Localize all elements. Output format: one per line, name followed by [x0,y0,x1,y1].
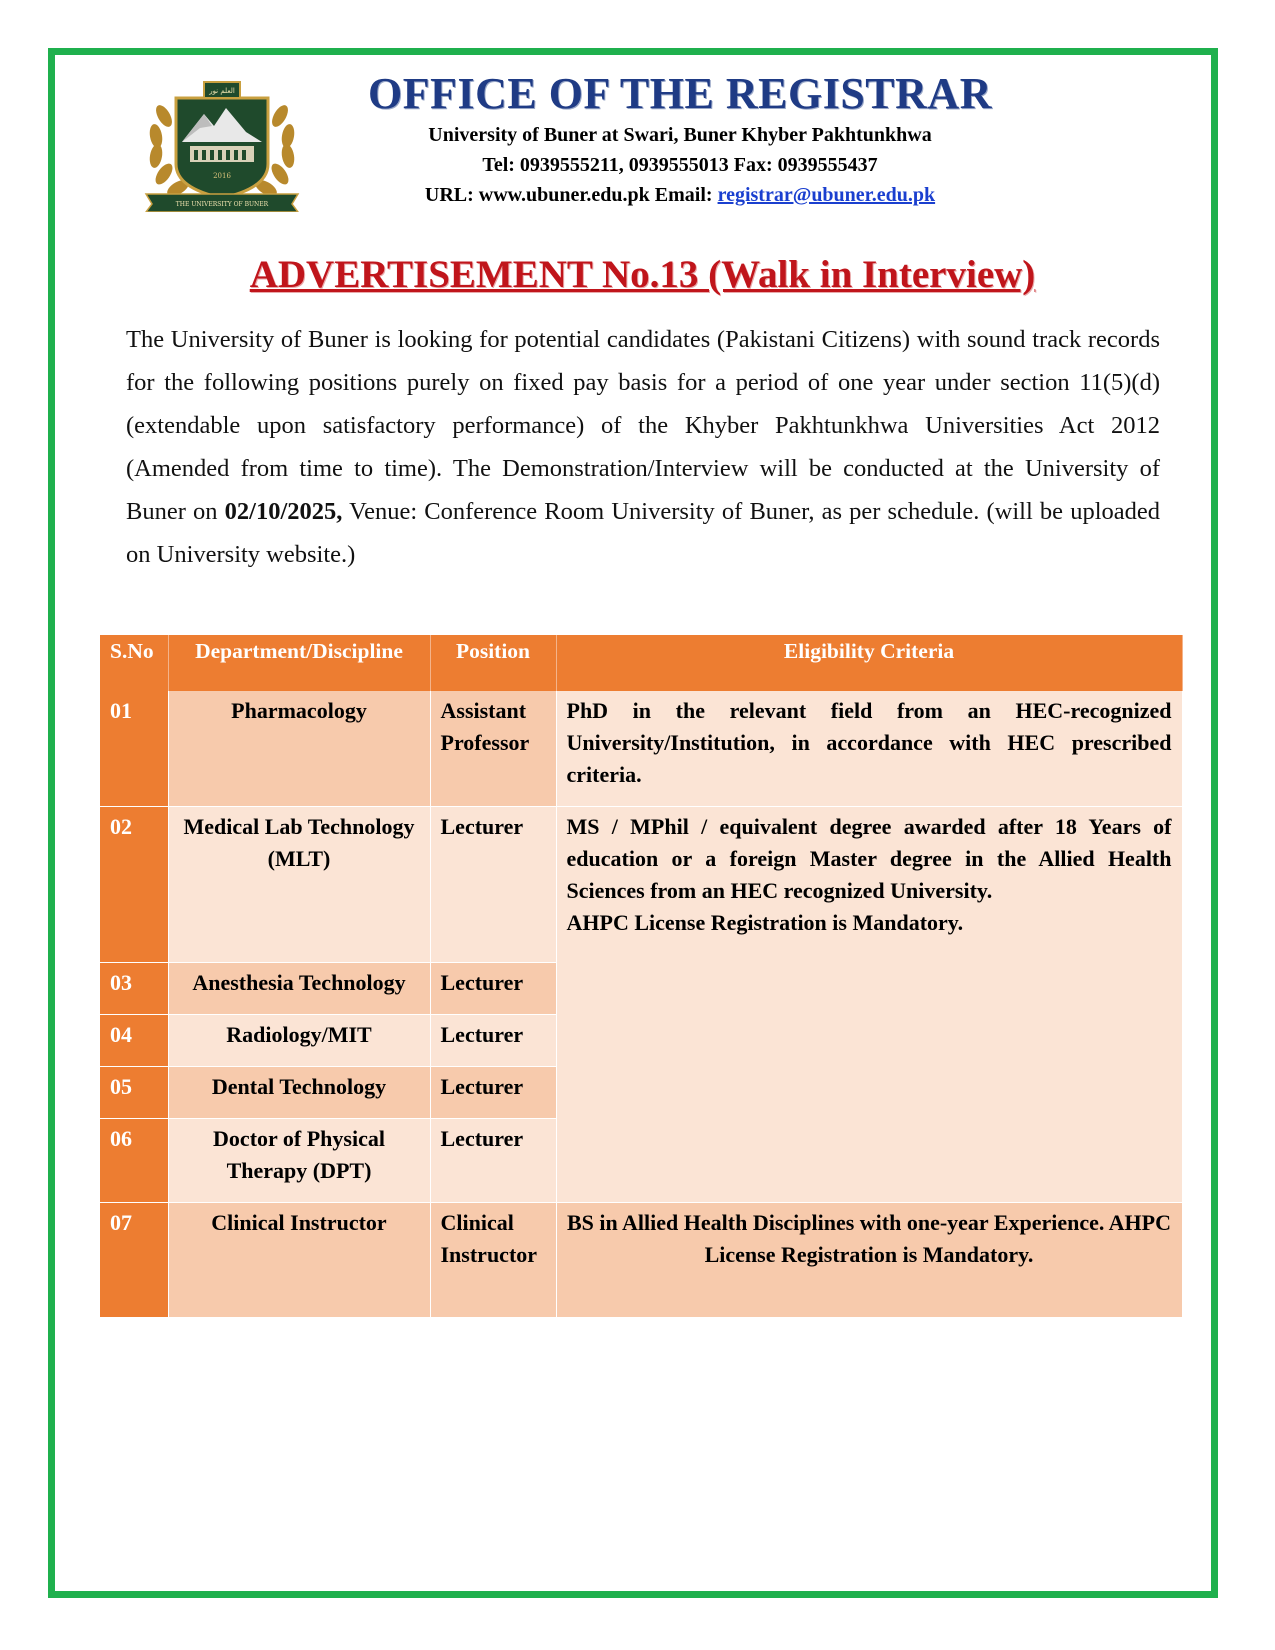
logo-year: 2016 [213,172,231,180]
table-row [100,1202,1182,1317]
logo-banner-text: THE UNIVERSITY OF BUNER [175,201,269,208]
row-position: Clinical Instructor [430,1202,556,1317]
contact-phone-fax: Tel: 0939555211, 0939555013 Fax: 0939555437 [482,154,878,176]
table-row [100,691,1182,806]
advertisement-intro [126,318,1160,576]
table-row [100,806,1182,962]
row-criteria: BS in Allied Health Disciplines with one-year Experience. AHPC License Registration is Mandatory. [556,1202,1182,1317]
header-position: Position [430,635,556,691]
row-department: Dental Technology [168,1066,430,1118]
university-address: University of Buner at Swari, Buner Khyber Pakhtunkhwa [428,124,932,146]
university-crest-icon [142,76,302,212]
header-eligibility: Eligibility Criteria [556,635,1182,691]
interview-date: 02/10/2025, [224,498,343,525]
row-sno: 04 [100,1014,168,1066]
row-department: Medical Lab Technology (MLT) [168,806,430,962]
row-sno: 03 [100,962,168,1014]
shared-criteria [556,806,1182,1202]
intro-text-part1: The University of Buner is looking for potential candidates (Pakistani Citizens) with sound track records for the following positions purely on fixed pay basis for a period of one year under section 11(5)(d) (extendable upon satisfactory performance) of the Khyber Pakhtunkhwa Universities Act 2012 (Amended from time to time). The Demonstration/Interview will be conducted at the University of Buner on [126,326,1160,525]
header-department: Department/Discipline [168,635,430,691]
row-position: Lecturer [430,1014,556,1066]
row-department: Clinical Instructor [168,1202,430,1317]
email-link[interactable]: registrar@ubuner.edu.pk [717,184,936,206]
contact-web-email [320,180,1040,210]
row-sno: 05 [100,1066,168,1118]
advertisement-title: ADVERTISEMENT No.13 (Walk in Interview) [249,253,1036,296]
row-sno: 07 [100,1202,168,1317]
letterhead [320,68,1040,210]
row-position: Lecturer [430,1118,556,1202]
positions-table [100,635,1183,1318]
row-criteria: PhD in the relevant field from an HEC-recognized University/Institution, in accordance with HEC prescribed criteria. [556,691,1182,806]
header-sno: S.No [100,635,168,691]
intro-text-part2: Venue: Conference Room University of Buner, as per schedule. (will be uploaded on University website.) [126,498,1160,568]
row-department: Anesthesia Technology [168,962,430,1014]
row-position: Lecturer [430,806,556,962]
row-department: Pharmacology [168,691,430,806]
row-position: Assistant Professor [430,691,556,806]
university-logo [142,76,302,212]
row-position: Lecturer [430,1066,556,1118]
table-header-row [100,635,1182,691]
logo-motto: العلم نور [209,87,235,95]
shared-criteria-degree: MS / MPhil / equivalent degree awarded after 18 Years of education or a foreign Master degree in the Allied Health Sciences from an HEC recognized University. [566,813,1172,903]
row-sno: 06 [100,1118,168,1202]
row-department: Radiology/MIT [168,1014,430,1066]
shared-criteria-license: AHPC License Registration is Mandatory. [566,909,964,935]
office-title: OFFICE OF THE REGISTRAR [368,69,992,118]
row-sno: 02 [100,806,168,962]
row-position: Lecturer [430,962,556,1014]
row-department: Doctor of Physical Therapy (DPT) [168,1118,430,1202]
row-sno: 01 [100,691,168,806]
url-label: URL: www.ubuner.edu.pk Email: [424,184,718,206]
